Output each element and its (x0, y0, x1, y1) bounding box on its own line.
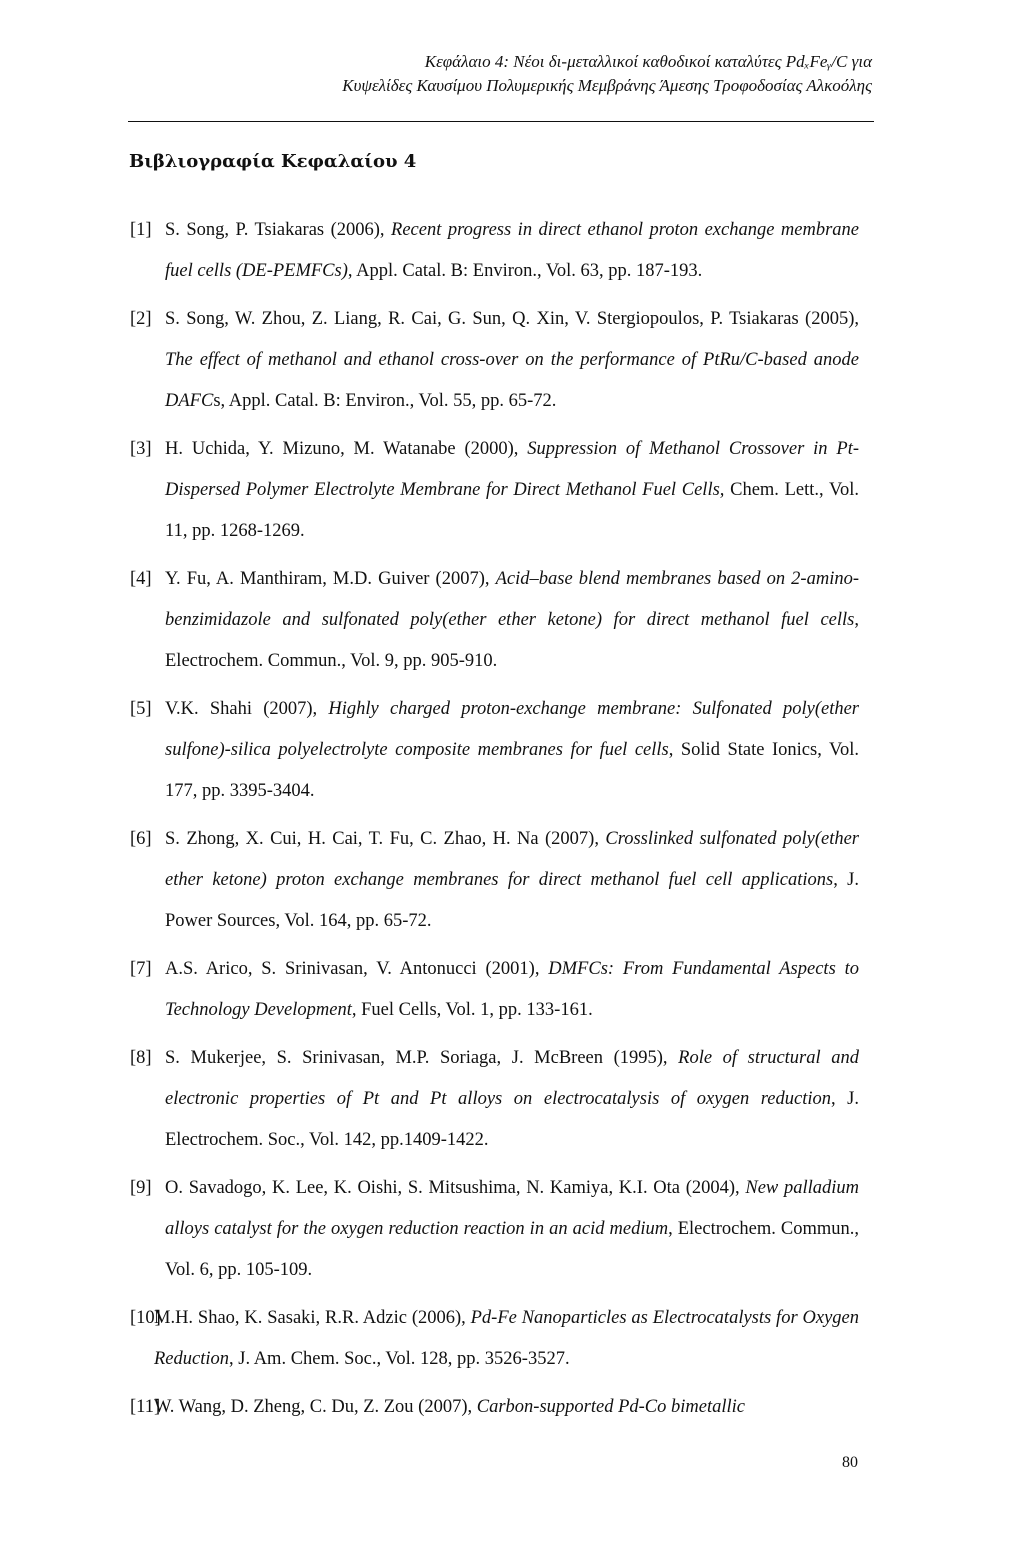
reference-authors: O. Savadogo, K. Lee, K. Oishi, S. Mitsushima, N. Kamiya, K.I. Ota (2004), (165, 1178, 746, 1198)
reference-title: Carbon-supported Pd-Co bimetallic (476, 1397, 745, 1417)
reference-title: Pd-Fe Nanoparticles as Electrocatalysts for Oxygen Reduction (154, 1308, 860, 1369)
reference-item (0, 1298, 1024, 1380)
running-header (342, 50, 872, 98)
header-rule (128, 121, 874, 122)
reference-source: , J. Electrochem. Soc., Vol. 142, pp.1409-1422. (165, 1089, 859, 1150)
reference-text (165, 819, 859, 942)
reference-text (165, 1038, 859, 1161)
reference-source: s, Appl. Catal. B: Environ., Vol. 55, pp. 65-72. (213, 391, 557, 411)
reference-text (165, 210, 859, 292)
reference-source: , Appl. Catal. B: Environ., Vol. 63, pp. 187-193. (347, 261, 703, 281)
reference-authors: W. Wang, D. Zheng, C. Du, Z. Zou (2007), (154, 1397, 477, 1417)
reference-list (0, 210, 1024, 1435)
reference-item (0, 429, 1024, 552)
reference-authors: S. Song, P. Tsiakaras (2006), (165, 220, 392, 240)
reference-number: [4] (130, 569, 152, 589)
reference-text (165, 949, 859, 1031)
reference-title: Recent progress in direct ethanol proton exchange membrane fuel cells (DE-PEMFCs) (165, 220, 859, 281)
reference-source: , J. Am. Chem. Soc., Vol. 128, pp. 3526-3527. (229, 1349, 570, 1369)
reference-title: Crosslinked sulfonated poly(ether ether ketone) proton exchange membranes for direct methanol fuel cell applications (165, 829, 859, 890)
reference-item (0, 819, 1024, 942)
reference-authors: H. Uchida, Y. Mizuno, M. Watanabe (2000), (165, 439, 528, 459)
reference-authors: S. Song, W. Zhou, Z. Liang, R. Cai, G. Sun, Q. Xin, V. Stergiopoulos, P. Tsiakaras (2005), (165, 309, 859, 329)
reference-number: [5] (130, 699, 152, 719)
reference-authors: A.S. Arico, S. Srinivasan, V. Antonucci (2001), (165, 959, 549, 979)
reference-item (0, 1168, 1024, 1291)
reference-text (154, 1298, 859, 1380)
section-title: Βιβλιογραφία Κεφαλαίου 4 (129, 151, 417, 172)
reference-number: [2] (130, 309, 152, 329)
reference-item (0, 1038, 1024, 1161)
reference-title: Highly charged proton-exchange membrane: Sulfonated poly(ether sulfone)-silica polyelectrolyte composite membranes for fuel cells (165, 699, 860, 760)
reference-number: [11] (130, 1397, 161, 1417)
reference-authors: M.H. Shao, K. Sasaki, R.R. Adzic (2006), (154, 1308, 471, 1328)
reference-item (0, 949, 1024, 1031)
reference-item (0, 689, 1024, 812)
reference-title: Role of structural and electronic properties of Pt and Pt alloys on electrocatalysis of oxygen reduction (165, 1048, 859, 1109)
header-line-2: Κυψελίδες Καυσίμου Πολυμερικής Μεμβράνης Άμεσης Τροφοδοσίας Αλκοόλης (342, 76, 872, 95)
reference-source: , Fuel Cells, Vol. 1, pp. 133-161. (351, 1000, 593, 1020)
reference-title: DMFCs: From Fundamental Aspects to Technology Development (165, 959, 859, 1020)
header-line-1: Κεφάλαιο 4: Νέοι δι-μεταλλικοί καθοδικοί καταλύτες PdₓFeᵧ/C για (424, 52, 872, 71)
reference-title: The effect of methanol and ethanol cross-over on the performance of PtRu/C-based anode DAFC (165, 350, 859, 411)
reference-authors: V.K. Shahi (2007), (165, 699, 329, 719)
reference-title: Acid–base blend membranes based on 2-amino-benzimidazole and sulfonated poly(ether ether ketone) for direct methanol fuel cells (165, 569, 859, 630)
page-number: 80 (842, 1454, 858, 1471)
reference-item (0, 559, 1024, 682)
reference-number: [1] (130, 220, 152, 240)
reference-number: [10] (130, 1308, 161, 1328)
reference-number: [3] (130, 439, 152, 459)
reference-text (165, 299, 859, 422)
reference-number: [6] (130, 829, 152, 849)
reference-number: [8] (130, 1048, 152, 1068)
reference-source: , Electrochem. Commun., Vol. 6, pp. 105-109. (165, 1219, 859, 1280)
reference-source: Chem. Lett., Vol. 11, pp. 1268-1269. (165, 480, 859, 541)
reference-number: [9] (130, 1178, 152, 1198)
reference-item (0, 1387, 1024, 1428)
reference-text (165, 1168, 859, 1291)
reference-title: New palladium alloys catalyst for the oxygen reduction reaction in an acid medium (165, 1178, 859, 1239)
reference-text (165, 689, 859, 812)
reference-text (165, 429, 859, 552)
reference-item (0, 210, 1024, 292)
reference-source: , J. Power Sources, Vol. 164, pp. 65-72. (165, 870, 860, 931)
reference-title: Suppression of Methanol Crossover in Pt-Dispersed Polymer Electrolyte Membrane for Direct Methanol Fuel Cells, (165, 439, 859, 500)
reference-text (165, 559, 859, 682)
reference-number: [7] (130, 959, 152, 979)
reference-authors: Y. Fu, A. Manthiram, M.D. Guiver (2007), (165, 569, 496, 589)
reference-authors: S. Zhong, X. Cui, H. Cai, T. Fu, C. Zhao, H. Na (2007), (165, 829, 606, 849)
reference-text (154, 1387, 859, 1428)
reference-item (0, 299, 1024, 422)
reference-authors: S. Mukerjee, S. Srinivasan, M.P. Soriaga, J. McBreen (1995), (165, 1048, 679, 1068)
reference-source: , Electrochem. Commun., Vol. 9, pp. 905-910. (165, 610, 859, 671)
reference-source: , Solid State Ionics, Vol. 177, pp. 3395-3404. (165, 740, 859, 801)
